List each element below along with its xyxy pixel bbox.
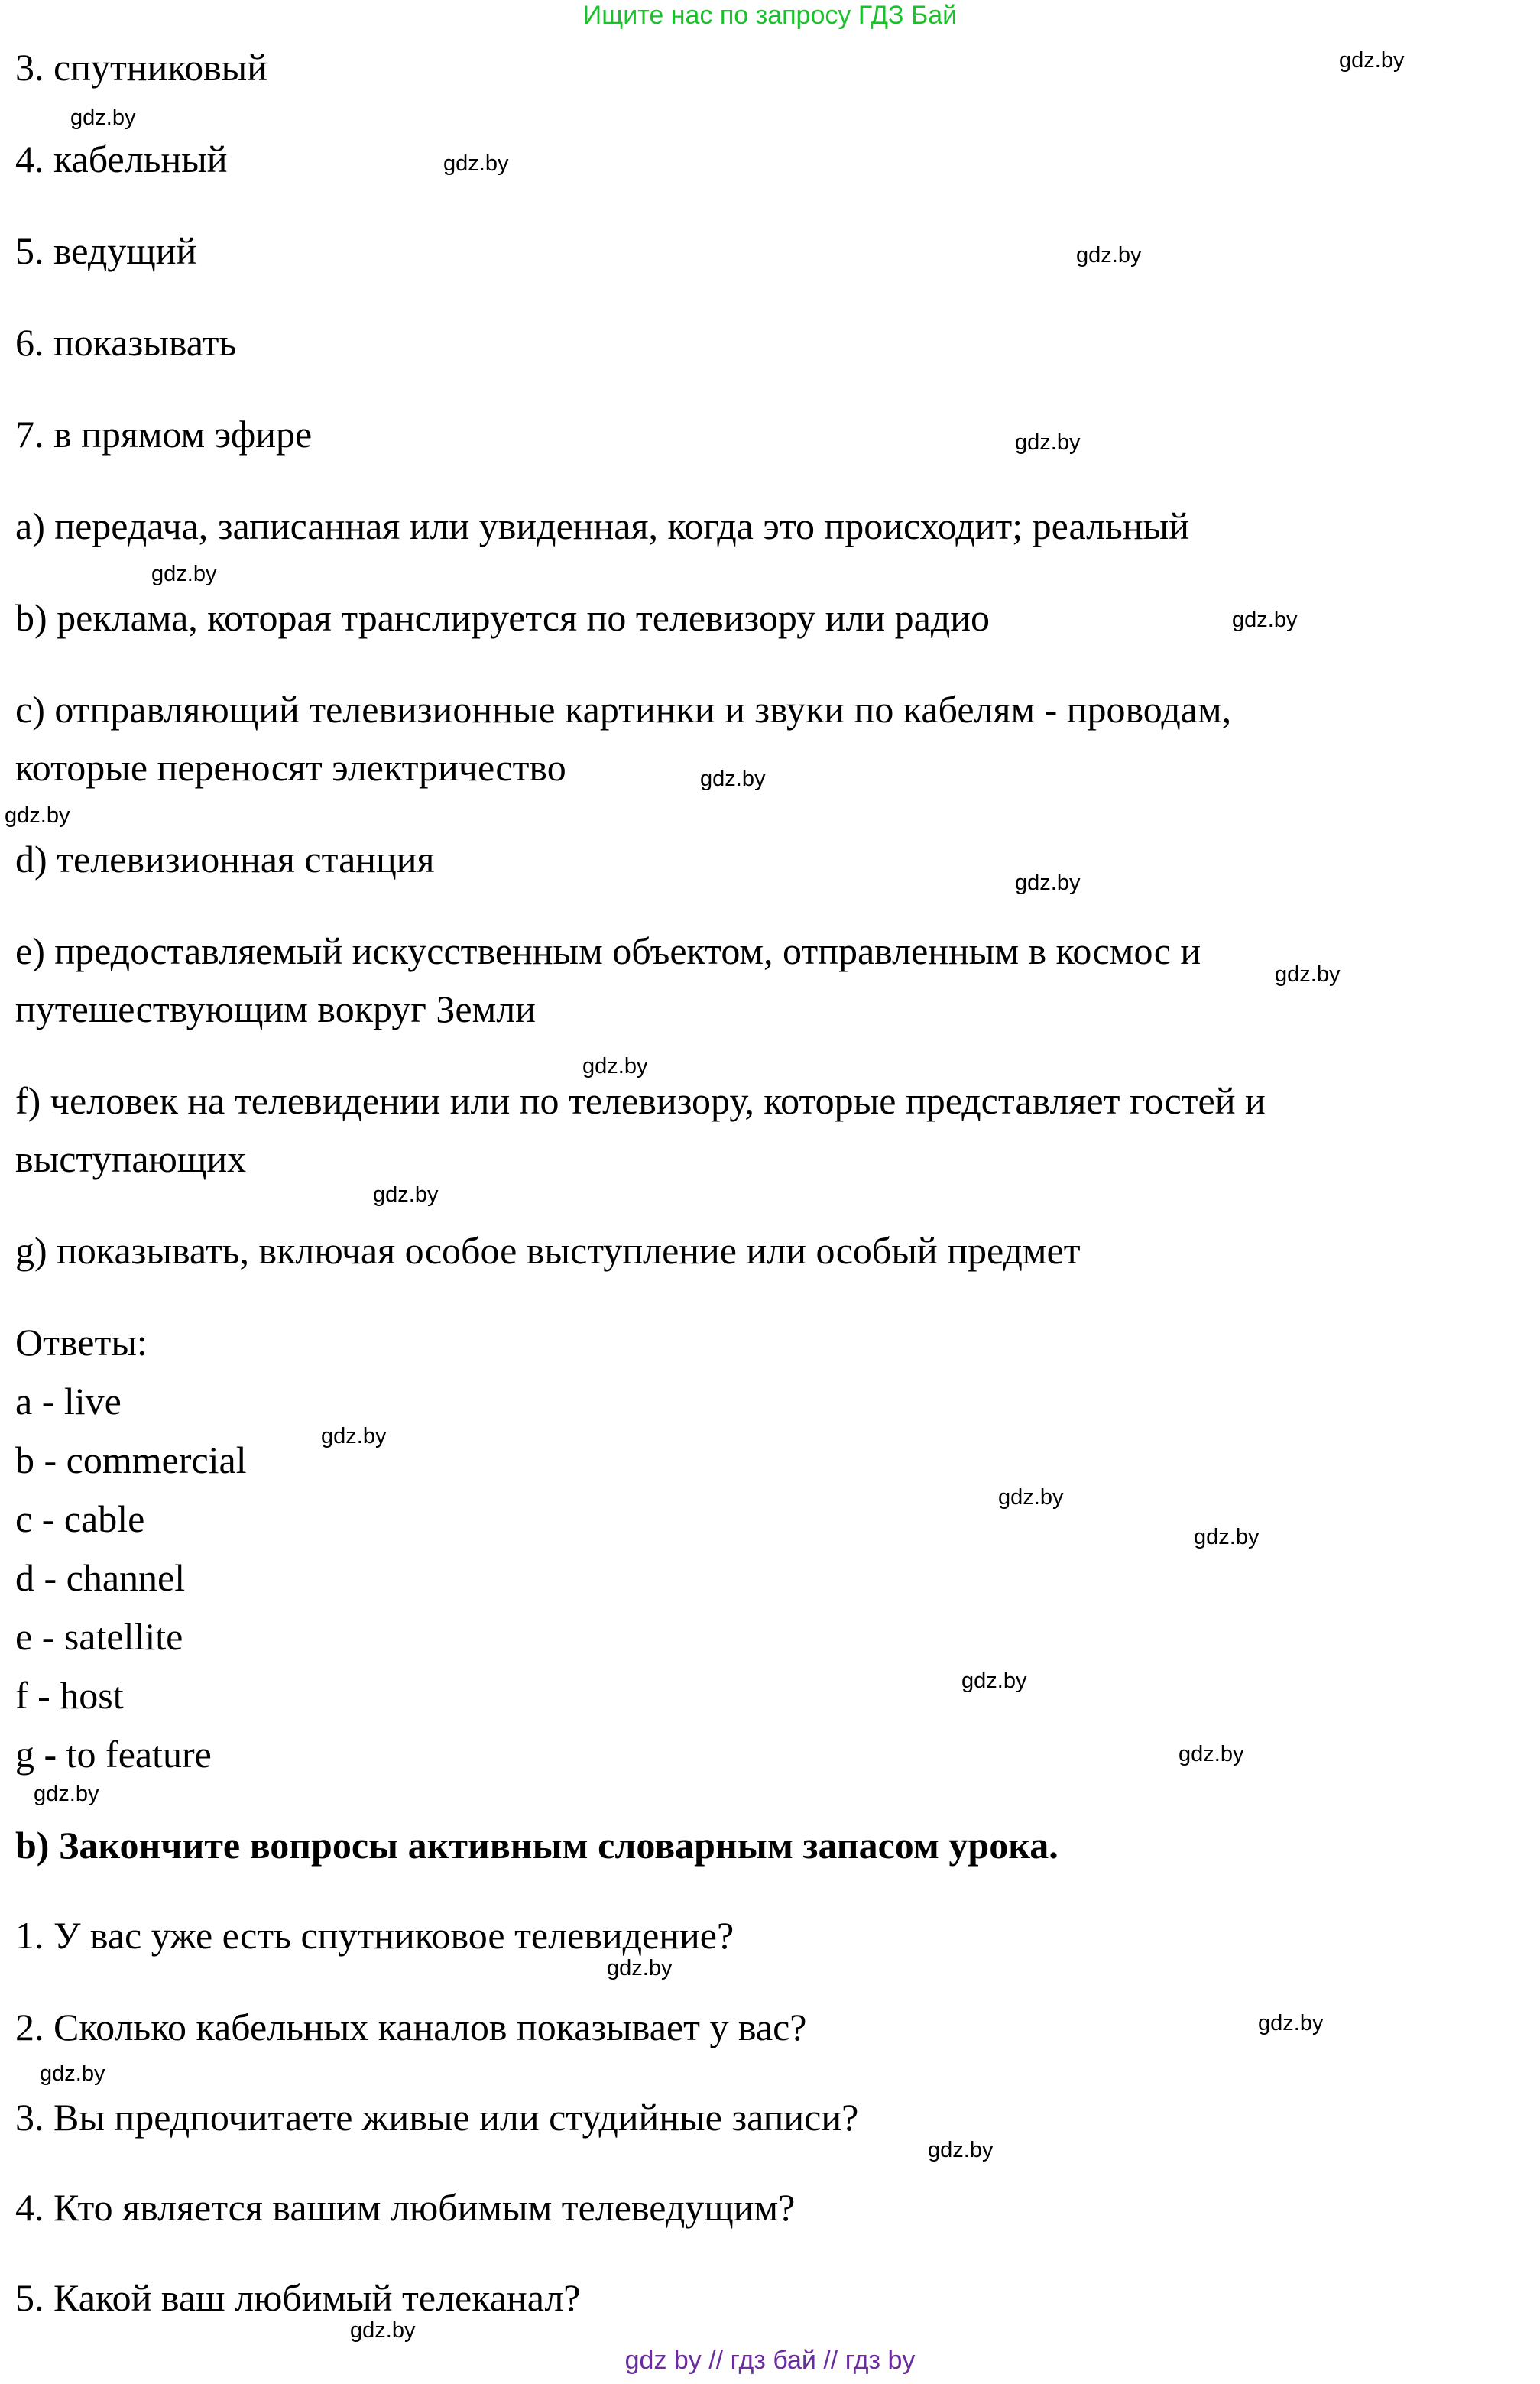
task-b-heading: b) Закончите вопросы активным словарным запасом урока. (15, 1824, 1059, 1867)
vocab-item-4: 4. кабельный (15, 138, 228, 180)
bottom-banner: gdz by // гдз бай // гдз by (624, 2346, 916, 2375)
question-5: 5. Какой ваш любимый телеканал? (15, 2276, 581, 2319)
definition-e-line1: e) предоставляемый искусственным объектом, отправленным в космос и (15, 929, 1201, 972)
watermark: gdz.by (1194, 1525, 1260, 1549)
watermark: gdz.by (373, 1182, 439, 1207)
definition-c-line1: c) отправляющий телевизионные картинки и звуки по кабелям - проводам, (15, 688, 1232, 731)
definition-f-line2: выступающих (15, 1137, 247, 1180)
definition-a: a) передача, записанная или увиденная, когда это происходит; реальный (15, 504, 1189, 547)
watermark: gdz.by (151, 562, 217, 586)
vocab-item-6: 6. показывать (15, 321, 237, 364)
watermark: gdz.by (1339, 48, 1405, 73)
watermark: gdz.by (1015, 871, 1081, 895)
watermark: gdz.by (40, 2061, 105, 2086)
watermark: gdz.by (350, 2318, 416, 2343)
watermark: gdz.by (1015, 430, 1081, 455)
watermark: gdz.by (321, 1424, 387, 1448)
watermark: gdz.by (1232, 608, 1298, 632)
definition-d: d) телевизионная станция (15, 838, 435, 881)
answer-d: d - channel (15, 1556, 186, 1599)
answer-b: b - commercial (15, 1439, 247, 1481)
answer-f: f - host (15, 1674, 124, 1717)
answer-e: e - satellite (15, 1615, 183, 1658)
definition-c-line2: которые переносят электричество (15, 746, 566, 789)
watermark: gdz.by (443, 151, 509, 176)
definition-f-line1: f) человек на телевидении или по телевизору, которые представляет гостей и (15, 1079, 1266, 1122)
question-3: 3. Вы предпочитаете живые или студийные записи? (15, 2096, 859, 2139)
watermark: gdz.by (5, 803, 70, 828)
watermark: gdz.by (1258, 2011, 1324, 2035)
answer-g: g - to feature (15, 1733, 212, 1776)
answer-a: a - live (15, 1380, 122, 1422)
watermark: gdz.by (70, 105, 136, 130)
definition-g: g) показывать, включая особое выступление или особый предмет (15, 1229, 1081, 1272)
watermark: gdz.by (34, 1782, 99, 1806)
question-2: 2. Сколько кабельных каналов показывает у вас? (15, 2006, 807, 2048)
watermark: gdz.by (607, 1956, 673, 1980)
definition-e-line2: путешествующим вокруг Земли (15, 988, 536, 1030)
answer-c: c - cable (15, 1497, 145, 1540)
question-4: 4. Кто является вашим любимым телеведущим? (15, 2186, 796, 2229)
question-1: 1. У вас уже есть спутниковое телевидение? (15, 1914, 734, 1957)
vocab-item-3: 3. спутниковый (15, 46, 268, 89)
watermark: gdz.by (998, 1485, 1064, 1510)
watermark: gdz.by (582, 1054, 648, 1078)
answers-heading: Ответы: (15, 1321, 148, 1364)
top-banner: Ищите нас по запросу ГДЗ Бай (582, 1, 958, 30)
watermark: gdz.by (961, 1669, 1027, 1693)
definition-b: b) реклама, которая транслируется по телевизору или радио (15, 596, 990, 639)
vocab-item-5: 5. ведущий (15, 229, 197, 272)
watermark: gdz.by (1179, 1742, 1244, 1766)
vocab-item-7: 7. в прямом эфире (15, 413, 313, 456)
watermark: gdz.by (1076, 243, 1142, 268)
watermark: gdz.by (700, 767, 766, 791)
watermark: gdz.by (1275, 962, 1341, 987)
watermark: gdz.by (928, 2138, 994, 2162)
